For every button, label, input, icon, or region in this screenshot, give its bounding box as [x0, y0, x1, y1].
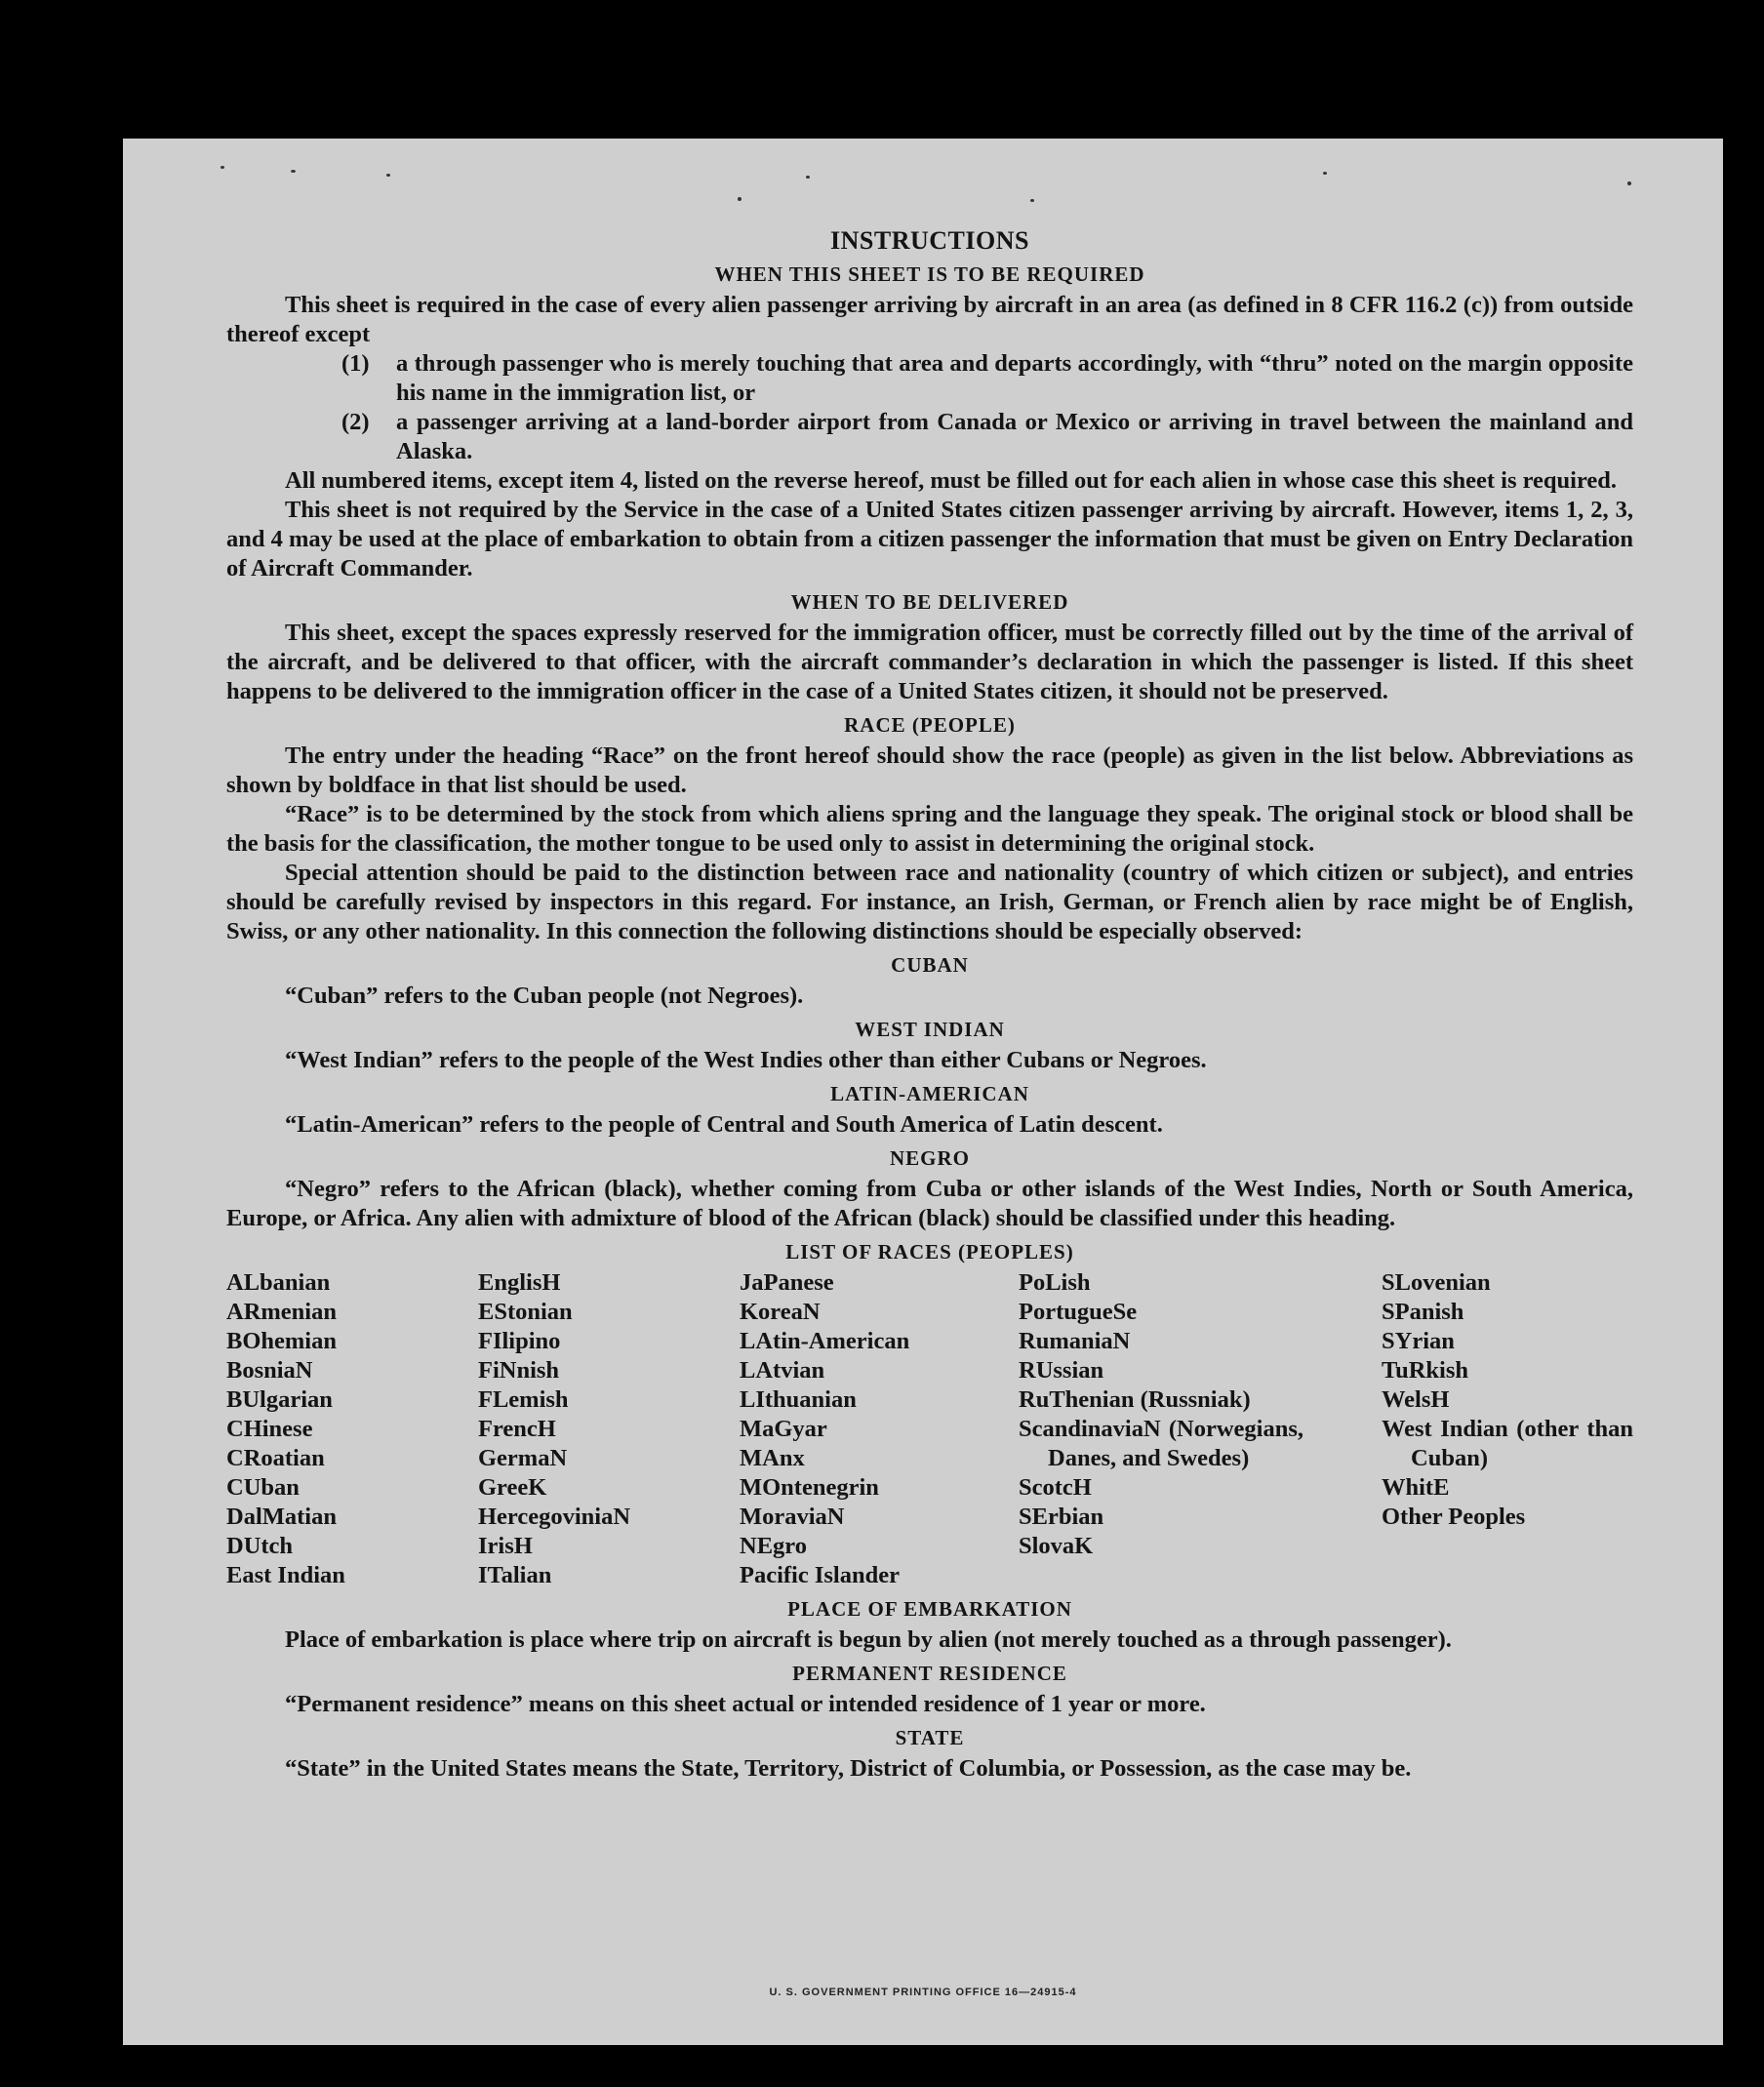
race-entry: NEgro [740, 1533, 807, 1559]
race-column-2 [478, 1268, 740, 1590]
embarkation-text: Place of embarkation is place where trip on aircraft is begun by alien (not merely touched as a through passenger). [285, 1626, 1452, 1653]
heading-when-required: WHEN THIS SHEET IS TO BE REQUIRED [714, 262, 1145, 286]
race-paragraph-3: Special attention should be paid to the distinction between race and nationality (country of which citizen or subject), and entries should be carefully revised by inspectors in this regard. For instance, an Irish, German, or French alien by race might be of English, Swiss, or any other nationality. In this connection the following distinctions should be especially observed: [226, 860, 1633, 944]
race-entry: SErbian [1019, 1504, 1104, 1530]
race-entry: ARmenian [226, 1299, 337, 1325]
race-entry: West Indian (other than Cuban) [1382, 1416, 1633, 1471]
instructions-title: INSTRUCTIONS [830, 226, 1029, 255]
race-entry: DalMatian [226, 1504, 337, 1530]
residence-text: “Permanent residence” means on this sheet actual or intended residence of 1 year or more. [285, 1691, 1206, 1717]
race-entry: MoraviaN [740, 1504, 845, 1530]
numbered-items-paragraph: All numbered items, except item 4, listed on the reverse hereof, must be filled out for each alien in whose case this sheet is required. [285, 467, 1618, 494]
latin-american-text: “Latin-American” refers to the people of Central and South America of Latin descent. [285, 1111, 1163, 1138]
race-entry: RumaniaN [1019, 1328, 1131, 1354]
exception-text: a through passenger who is merely touching that area and departs accordingly, with “thru” noted on the margin opposite his name in the immigration list, or [396, 350, 1633, 406]
speck [738, 197, 742, 201]
race-entry: PoLish [1019, 1269, 1091, 1296]
race-column-5 [1382, 1268, 1633, 1590]
race-entry: CHinese [226, 1416, 313, 1442]
west-indian-text: “West Indian” refers to the people of the West Indies other than either Cubans or Negroes. [285, 1047, 1207, 1073]
race-entry: FIlipino [478, 1328, 561, 1354]
when-required-intro: This sheet is required in the case of every alien passenger arriving by aircraft in an area (as defined in 8 CFR 116.2 (c)) from outside thereof except [226, 292, 1633, 347]
exception-number: (1) [341, 350, 370, 377]
race-entry: WelsH [1382, 1386, 1450, 1413]
race-entry: MOntenegrin [740, 1474, 879, 1501]
document-page [123, 139, 1723, 2045]
race-entry: SPanish [1382, 1299, 1464, 1325]
speck [1627, 181, 1631, 185]
race-entry: BUlgarian [226, 1386, 333, 1413]
race-entry: FiNnish [478, 1357, 560, 1384]
race-list [226, 1268, 1633, 1590]
heading-west-indian: WEST INDIAN [855, 1018, 1005, 1041]
speck [220, 166, 224, 169]
race-column-4 [1019, 1268, 1303, 1590]
race-entry: PortugueSe [1019, 1299, 1138, 1325]
speck [1030, 199, 1034, 202]
race-entry: BOhemian [226, 1328, 337, 1354]
citizen-paragraph: This sheet is not required by the Service in the case of a United States citizen passenger arriving by aircraft. However, items 1, 2, 3, and 4 may be used at the place of embarkation to obtain from a citizen passenger the information that must be given on Entry Declaration of Aircraft Commander. [226, 497, 1633, 582]
cuban-text: “Cuban” refers to the Cuban people (not Negroes). [285, 983, 804, 1009]
race-paragraph-2: “Race” is to be determined by the stock from which aliens spring and the language they speak. The original stock or blood shall be the basis for the classification, the mother tongue to be used only to assist in determining the original stock. [226, 801, 1633, 857]
race-column-3 [740, 1268, 1019, 1590]
race-entry: CUban [226, 1474, 300, 1501]
race-entry: BosniaN [226, 1357, 313, 1384]
race-entry: ScandinaviaN (Norwegians, Danes, and Swedes) [1019, 1416, 1303, 1471]
race-entry: SlovaK [1019, 1533, 1094, 1559]
race-entry: GreeK [478, 1474, 547, 1501]
exception-number: (2) [341, 409, 370, 435]
speck [386, 174, 390, 177]
heading-place-of-embarkation: PLACE OF EMBARKATION [787, 1597, 1072, 1621]
exception-item-2 [341, 408, 1633, 466]
race-entry: Pacific Islander [740, 1562, 900, 1588]
heading-list-of-races: LIST OF RACES (PEOPLES) [785, 1240, 1074, 1264]
race-paragraph-1: The entry under the heading “Race” on the front hereof should show the race (people) as given in the list below. Abbreviations as shown by boldface in that list should be used. [226, 742, 1633, 798]
race-entry: East Indian [226, 1562, 345, 1588]
race-entry: KoreaN [740, 1299, 821, 1325]
race-column-1 [226, 1268, 478, 1590]
speck [1323, 172, 1327, 175]
race-entry: EnglisH [478, 1269, 561, 1296]
instructions-content [226, 226, 1633, 1784]
race-entry: SYrian [1382, 1328, 1455, 1354]
exception-text: a passenger arriving at a land-border airport from Canada or Mexico or arriving in travel between the mainland and Alaska. [396, 409, 1633, 464]
race-entry: FrencH [478, 1416, 556, 1442]
race-entry: HercegoviniaN [478, 1504, 631, 1530]
heading-cuban: CUBAN [891, 953, 969, 977]
heading-race: RACE (PEOPLE) [844, 713, 1016, 737]
exception-item-1 [341, 349, 1633, 408]
race-entry: RUssian [1019, 1357, 1104, 1384]
race-entry: Other Peoples [1382, 1504, 1526, 1530]
when-delivered-text: This sheet, except the spaces expressly reserved for the immigration officer, must be correctly filled out by the time of the arrival of the aircraft, and be delivered to that officer, with the aircraft commander’s declaration in which the passenger is listed. If this sheet happens to be delivered to the immigration officer in the case of a United States citizen, it should not be preserved. [226, 620, 1633, 704]
heading-permanent-residence: PERMANENT RESIDENCE [792, 1662, 1067, 1685]
speck [806, 176, 810, 179]
race-entry: TuRkish [1382, 1357, 1469, 1384]
heading-negro: NEGRO [889, 1146, 970, 1170]
race-entry: ALbanian [226, 1269, 331, 1296]
negro-text: “Negro” refers to the African (black), whether coming from Cuba or other islands of the West Indies, North or South America, Europe, or Africa. Any alien with admixture of blood of the African (black) should be classified under this heading. [226, 1176, 1633, 1231]
race-entry: IrisH [478, 1533, 533, 1559]
race-entry: FLemish [478, 1386, 569, 1413]
race-entry: GermaN [478, 1445, 568, 1471]
race-entry: MAnx [740, 1445, 805, 1471]
race-entry: LIthuanian [740, 1386, 857, 1413]
race-entry: JaPanese [740, 1269, 834, 1296]
race-entry: SLovenian [1382, 1269, 1491, 1296]
printer-footer: U. S. GOVERNMENT PRINTING OFFICE 16—24915-4 [769, 1987, 1077, 1998]
speck [291, 170, 296, 173]
race-entry: CRoatian [226, 1445, 325, 1471]
heading-latin-american: LATIN-AMERICAN [830, 1082, 1029, 1105]
heading-when-delivered: WHEN TO BE DELIVERED [790, 590, 1069, 614]
race-entry: RuThenian (Russniak) [1019, 1386, 1251, 1413]
race-entry: LAtvian [740, 1357, 825, 1384]
state-text: “State” in the United States means the State, Territory, District of Columbia, or Possession, as the case may be. [285, 1755, 1412, 1782]
race-entry: DUtch [226, 1533, 294, 1559]
race-entry: ITalian [478, 1562, 552, 1588]
race-entry: LAtin-American [740, 1328, 910, 1354]
heading-state: STATE [895, 1726, 965, 1749]
race-entry: MaGyar [740, 1416, 827, 1442]
race-entry: EStonian [478, 1299, 573, 1325]
race-entry: WhitE [1382, 1474, 1450, 1501]
race-entry: ScotcH [1019, 1474, 1092, 1501]
